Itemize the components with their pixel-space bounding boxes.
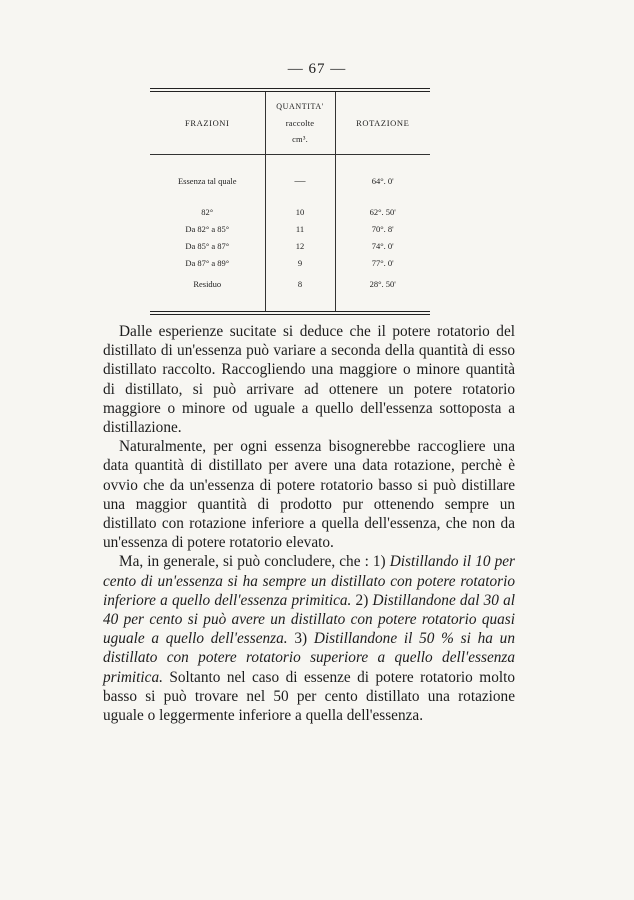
- row-fraction: Da 85° a 87°: [185, 240, 230, 251]
- row-rotation: 28°. 50': [369, 279, 396, 289]
- row-quantity: 9: [265, 254, 335, 271]
- p3-italic-3: Distillandone il 50 % si ha un distillato con potere rotatorio superiore a quello dell'essenza primitica.: [103, 630, 515, 686]
- paragraph-2: Naturalmente, per ogni essenza bisognerebbe raccogliere una data quantità di distillato per avere una data rotazione, perchè è ovvio che da un'essenza di potere rotatorio basso si può distillare una maggior quantità di prodotto pur ottenendo sempre un distillato con rotazione inferiore a quella dell'essenza, che non da un'essenza di potere rotatorio elevato.: [103, 438, 515, 552]
- row-rotation: 64°. 0': [371, 176, 394, 186]
- p3-italic-1: Distillando il 10 per cento di un'essenza si ha sempre un distillato con potere rotatorio inferiore a quello dell'essenza primitica.: [103, 553, 515, 609]
- header-quantity-line2: raccolte: [285, 118, 315, 128]
- row-fraction: Da 82° a 85°: [185, 223, 230, 234]
- header-quantity: [265, 92, 335, 155]
- row-fraction: 82°: [201, 206, 214, 217]
- row-rotation: 70°. 8': [371, 223, 394, 234]
- row-fraction: Residuo: [193, 279, 222, 289]
- body-text: [103, 322, 515, 725]
- row-fraction: Da 87° a 89°: [185, 257, 230, 268]
- table-row: [150, 237, 430, 254]
- row-quantity: 12: [265, 237, 335, 254]
- row-quantity: —: [265, 169, 335, 193]
- paragraph-3: [103, 552, 515, 725]
- fractions-table: [150, 88, 430, 315]
- table-row: [150, 203, 430, 220]
- row-quantity: 11: [265, 220, 335, 237]
- header-quantity-line3: cm³.: [292, 134, 308, 144]
- header-rotation: ROTAZIONE: [335, 92, 430, 155]
- p3-text-1: Ma, in generale, si può concludere, che : 1): [119, 553, 390, 571]
- header-fractions: FRAZIONI: [150, 92, 265, 155]
- page-number: — 67 —: [287, 61, 347, 77]
- table-row: [150, 271, 430, 297]
- table-row: [150, 169, 430, 193]
- row-quantity: 8: [265, 271, 335, 297]
- p3-text-4: Soltanto nel caso di essenze di potere rotatorio molto basso si può trovare nel 50 per cento distillato una rotazione uguale o leggermente inferiore a quella dell'essenza.: [103, 668, 515, 725]
- row-quantity: 10: [265, 203, 335, 220]
- header-quantity-line1: QUANTITA': [276, 102, 324, 111]
- p3-text-3: 3): [287, 630, 314, 648]
- p3-italic-2: Distillandone dal 30 al 40 per cento si può avere un distillato con potere rotatorio quasi uguale a quello dell'essenza.: [103, 591, 515, 648]
- row-fraction: Essenza tal quale: [177, 176, 237, 186]
- table-row: [150, 220, 430, 237]
- paragraph-1: Dalle esperienze sucitate si deduce che il potere rotatorio del distillato di un'essenza può variare a seconda della quantità di esso distillato raccolto. Raccogliendo una maggiore o minore quantità di distillato, si può arrivare ad ottenere un potere rotatorio maggiore o minore od uguale a quello dell'essenza sottoposta a distillazione.: [103, 323, 515, 437]
- p3-text-2: 2): [351, 591, 373, 609]
- row-rotation: 62°. 50': [369, 206, 396, 217]
- row-rotation: 74°. 0': [371, 240, 394, 251]
- table-row: [150, 254, 430, 271]
- row-rotation: 77°. 0': [371, 257, 394, 268]
- table-bottom-rule: [150, 311, 430, 315]
